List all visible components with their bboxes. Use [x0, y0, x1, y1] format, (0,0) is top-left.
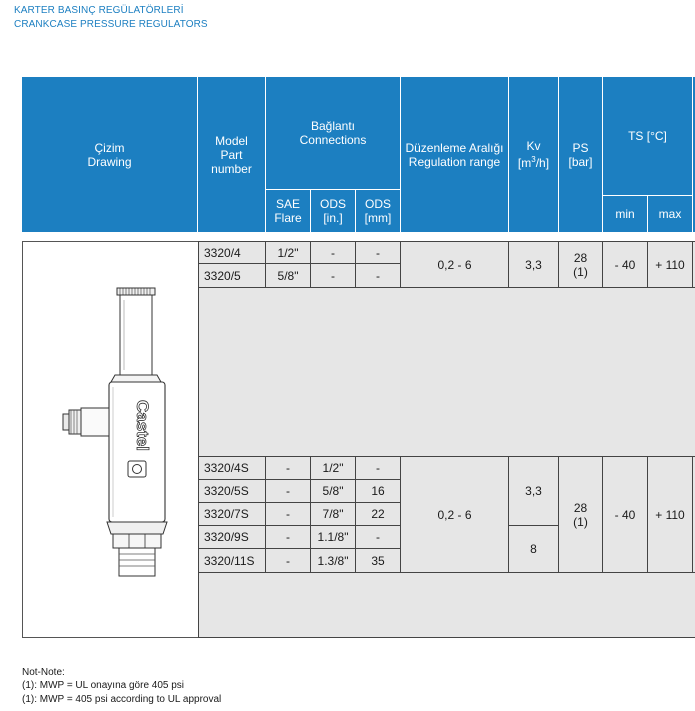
table-cell-ods-in: -	[310, 263, 356, 288]
spacer-block	[198, 572, 695, 638]
table-cell-sae: -	[265, 479, 311, 503]
table-cell-sae: -	[265, 502, 311, 526]
table-cell-ods-mm: -	[355, 525, 401, 549]
table-row-model: 3320/9S	[198, 525, 266, 549]
header-sae-flare: SAE Flare	[274, 197, 302, 225]
table-row-model: 3320/5	[198, 263, 266, 288]
table-row-model: 3320/11S	[198, 548, 266, 573]
table-cell-ods-mm: 35	[355, 548, 401, 573]
header-regulation-range: Düzenleme Aralığı Regulation range	[405, 140, 504, 169]
table-cell-ods-in: 1/2"	[310, 456, 356, 480]
note-heading: Not-Note:	[22, 667, 65, 678]
table-cell-ods-mm: -	[355, 241, 401, 264]
table-cell-ods-mm: -	[355, 456, 401, 480]
svg-text:Castel: Castel	[133, 400, 152, 452]
table-cell-ts-max: + 110	[647, 456, 693, 573]
table-cell-kv: 3,3	[508, 456, 559, 526]
table-cell-ods-in: 1.1/8"	[310, 525, 356, 549]
table-cell-sae: -	[265, 456, 311, 480]
title-turkish: KARTER BASINÇ REGÜLATÖRLERİ	[14, 5, 184, 16]
regulator-drawing	[23, 242, 198, 637]
title-english: CRANKCASE PRESSURE REGULATORS	[14, 19, 208, 30]
header-drawing: Çizim Drawing	[87, 140, 132, 169]
table-row-model: 3320/5S	[198, 479, 266, 503]
table-cell-ts-min: - 40	[602, 456, 648, 573]
table-cell-kv: 8	[508, 525, 559, 573]
header-kv: Kv $[m^3/h]$	[517, 139, 550, 170]
header-model: Model Part number	[211, 133, 252, 176]
table-cell-ps: 28 (1)	[558, 241, 603, 288]
table-cell-ods-mm: 16	[355, 479, 401, 503]
table-cell-sae: -	[265, 548, 311, 573]
table-row-model: 3320/7S	[198, 502, 266, 526]
table-cell-sae: 5/8"	[265, 263, 311, 288]
spacer-block	[198, 287, 695, 457]
header-ts: TS [°C]	[628, 129, 667, 143]
table-cell-ts-min: - 40	[602, 241, 648, 288]
table-row-model: 3320/4	[198, 241, 266, 264]
header-connections: Bağlantı Connections	[299, 119, 367, 147]
header-ps: PS [bar]	[568, 140, 593, 169]
drawing-cell	[22, 241, 199, 638]
table-cell-ods-in: 5/8"	[310, 479, 356, 503]
table-cell-ods-in: -	[310, 241, 356, 264]
table-cell-ts-max: + 110	[647, 241, 693, 288]
note-line: (1): MWP = 405 psi according to UL approval	[22, 694, 222, 705]
table-cell-range: 0,2 - 6	[400, 456, 509, 573]
table-cell-sae: 1/2"	[265, 241, 311, 264]
table-cell-ps: 28 (1)	[558, 456, 603, 573]
header-ts-min: min	[615, 207, 635, 221]
table-cell-ods-in: 1.3/8"	[310, 548, 356, 573]
table-cell-range: 0,2 - 6	[400, 241, 509, 288]
table-row-model: 3320/4S	[198, 456, 266, 480]
header-ods-in: ODS [in.]	[319, 197, 346, 225]
table-cell-sae: -	[265, 525, 311, 549]
table-cell-ods-in: 7/8"	[310, 502, 356, 526]
table-header	[22, 77, 695, 232]
table-cell-ods-mm: 22	[355, 502, 401, 526]
table-cell-ods-mm: -	[355, 263, 401, 288]
header-ods-mm: ODS [mm]	[364, 197, 392, 225]
note-line: (1): MWP = UL onayına göre 405 psi	[22, 680, 185, 691]
header-ts-max: max	[658, 207, 682, 221]
table-cell-kv: 3,3	[508, 241, 559, 288]
